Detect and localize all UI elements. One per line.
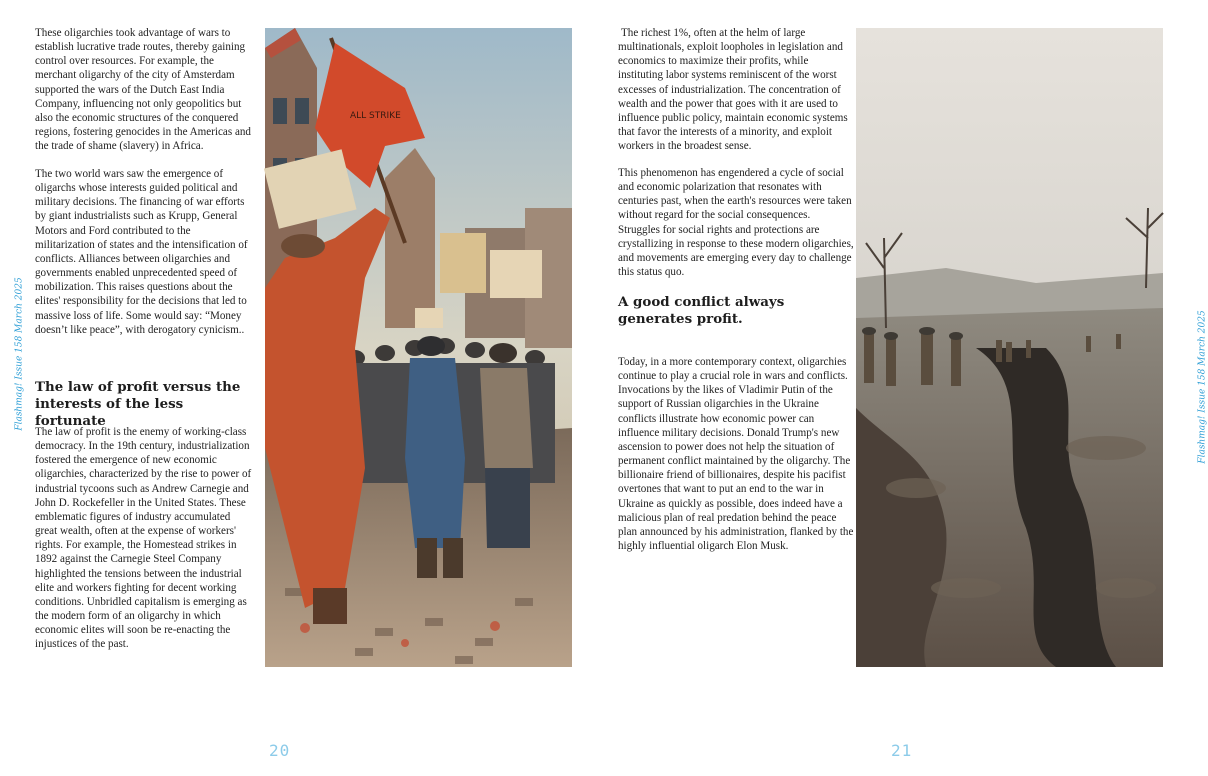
left-page-number: 20 bbox=[269, 741, 291, 760]
right-page-number: 21 bbox=[891, 741, 913, 760]
battlefield-image bbox=[856, 28, 1163, 667]
left-paragraph-3: The law of profit is the enemy of working-class democracy. In the 19th century, industrialization fostered the emergence of new economic oligarchies, characterized by the rise to power of industrial tycoons such as Andrew Carnegie and John D. Rockefeller in the United States. These emblematic figures of industry accumulated great wealth, often at the expense of workers' rights. For example, the Homestead strikes in 1892 against the Carnegie Steel Company highlighted the tensions between the industrial elite and workers fighting for decent working conditions. Unbridled capitalism is emerging as the modern form of an oligarchy in which economic elites will soon be re-enacting the injustices of the past. bbox=[35, 426, 252, 651]
left-side-label: Flashmag! Issue 158 March 2025 bbox=[14, 277, 25, 431]
left-paragraph-2: The two world wars saw the emergence of oligarchs whose interests guided political and military decisions. The financing of war efforts by giant industrialists such as Krupp, General Motors and Ford contributed to the militarization of states and the intensification of conflicts. Alliances between oligarchies and governments enabled unprecedented speed of mobilization. This raises questions about the elites' responsibility for the decisions that led to massive loss of life. Some would say: “Money doesn’t like peace”, with derogatory cynicism.. bbox=[35, 168, 248, 336]
right-paragraph-2: This phenomenon has engendered a cycle of social and economic polarization that resonates with centuries past, when the earth's resources were taken without regard for the social consequences. Struggles for social rights and protections are crystallizing in response to these modern oligarchies, and movements are emerging every day to challenge this status quo. bbox=[618, 167, 854, 279]
striking-workers-image bbox=[265, 28, 572, 667]
right-paragraph-3: Today, in a more contemporary context, oligarchies continue to play a crucial role in wars and conflicts. Invocations by the likes of Vladimir Putin of the support of Russian oligarchies in the Ukraine conflicts illustrate how economic power can influence military decisions. Donald Trump's new ascension to power does not help the situation of permanent conflict maintained by the oligarchy. The billionaire friend of billionaires, despite his pacifist overtones that want to put an end to the war in Ukraine as quickly as possible, does indeed have a malicious plan of real predation behind the peace plan announced by his administration, flanked by the highly influential oligarch Elon Musk. bbox=[618, 356, 854, 553]
right-section-heading: A good conflict always generates profit. bbox=[618, 294, 785, 327]
flag-text: ALL STRIKE bbox=[350, 111, 401, 121]
right-paragraph-1: The richest 1%, often at the helm of large multinationals, exploit loopholes in legislation and economics to maximize their profits, while instituting labor systems reminiscent of the worst excesses of industrialization. The concentration of wealth and the power that goes with it are used to influence public policy, maintain economic systems that favor the interests of a minority, and exploit workers in the broadest sense. bbox=[618, 27, 848, 153]
left-paragraph-1: These oligarchies took advantage of wars to establish lucrative trade routes, thereby gaining control over resources. For example, the merchant oligarchy of the city of Amsterdam supported the wars of the Dutch East India Company, influencing not only geopolitics but also the economic structures of the conquered regions, fostering genocides in the Americas and the trade of shame (slavery) in Africa. bbox=[35, 27, 251, 153]
left-section-heading: The law of profit versus the interests of the less fortunate bbox=[35, 379, 241, 429]
right-side-label: Flashmag! Issue 158 March 2025 bbox=[1197, 310, 1208, 464]
